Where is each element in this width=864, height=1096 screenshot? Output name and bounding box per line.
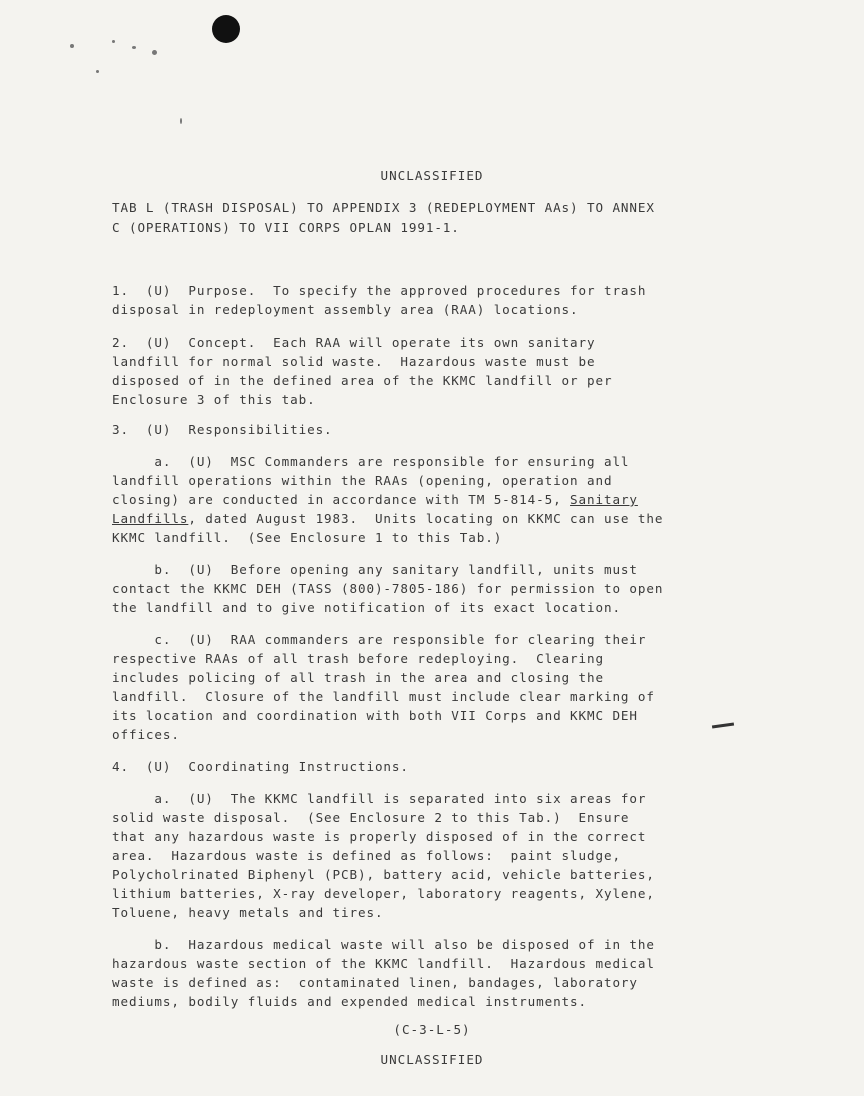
body-line	[112, 490, 638, 510]
body-line: disposal in redeployment assembly area (RAA) locations.	[112, 302, 579, 317]
title-line-1: TAB L (TRASH DISPOSAL) TO APPENDIX 3 (REDEPLOYMENT AAs) TO ANNEX	[112, 200, 655, 215]
body-line: contact the KKMC DEH (TASS (800)-7805-186) for permission to open	[112, 581, 664, 596]
ink-blot	[212, 15, 240, 43]
scan-speck	[132, 46, 136, 49]
body-line: a. (U) MSC Commanders are responsible for ensuring all	[112, 454, 630, 469]
body-line: landfill for normal solid waste. Hazardous waste must be	[112, 354, 596, 369]
body-line: hazardous waste section of the KKMC landfill. Hazardous medical	[112, 956, 655, 971]
body-line: includes policing of all trash in the area and closing the	[112, 670, 604, 685]
body-line: offices.	[112, 727, 180, 742]
body-line: disposed of in the defined area of the KKMC landfill or per	[112, 373, 613, 388]
body-line: Polycholrinated Biphenyl (PCB), battery acid, vehicle batteries,	[112, 867, 655, 882]
scan-speck	[180, 118, 182, 124]
body-line: 1. (U) Purpose. To specify the approved procedures for trash	[112, 283, 647, 298]
body-line: 2. (U) Concept. Each RAA will operate its own sanitary	[112, 335, 596, 350]
body-text: closing) are conducted in accordance with TM 5-814-5,	[112, 492, 571, 507]
body-line: mediums, bodily fluids and expended medical instruments.	[112, 994, 587, 1009]
body-line: landfill. Closure of the landfill must include clear marking of	[112, 689, 655, 704]
body-line: c. (U) RAA commanders are responsible for clearing their	[112, 632, 647, 647]
body-line: that any hazardous waste is properly disposed of in the correct	[112, 829, 647, 844]
header-classification: UNCLASSIFIED	[380, 168, 484, 183]
body-line: Enclosure 3 of this tab.	[112, 392, 316, 407]
body-line: lithium batteries, X-ray developer, laboratory reagents, Xylene,	[112, 886, 655, 901]
body-line: its location and coordination with both VII Corps and KKMC DEH	[112, 708, 638, 723]
scan-speck	[112, 40, 115, 43]
body-line: area. Hazardous waste is defined as follows: paint sludge,	[112, 848, 621, 863]
body-line: the landfill and to give notification of its exact location.	[112, 600, 621, 615]
scan-speck	[96, 70, 99, 73]
body-line: landfill operations within the RAAs (opening, operation and	[112, 473, 613, 488]
body-line: solid waste disposal. (See Enclosure 2 to this Tab.) Ensure	[112, 810, 630, 825]
body-line: KKMC landfill. (See Enclosure 1 to this Tab.)	[112, 530, 503, 545]
page-number: (C-3-L-5)	[393, 1022, 471, 1037]
body-line: a. (U) The KKMC landfill is separated into six areas for	[112, 791, 647, 806]
scan-speck	[70, 44, 74, 48]
pen-mark	[712, 722, 734, 728]
body-line: Toluene, heavy metals and tires.	[112, 905, 384, 920]
body-text: , dated August 1983. Units locating on KKMC can use the	[188, 511, 664, 526]
scan-speck	[152, 50, 157, 55]
section-heading: 4. (U) Coordinating Instructions.	[112, 759, 409, 774]
body-line: waste is defined as: contaminated linen, bandages, laboratory	[112, 975, 638, 990]
body-line	[112, 509, 663, 529]
manual-title: Sanitary	[570, 492, 638, 507]
body-line: b. Hazardous medical waste will also be disposed of in the	[112, 937, 655, 952]
footer-classification: UNCLASSIFIED	[380, 1052, 484, 1067]
manual-title: Landfills	[112, 511, 189, 526]
title-line-2: C (OPERATIONS) TO VII CORPS OPLAN 1991-1.	[112, 220, 460, 235]
body-line: b. (U) Before opening any sanitary landfill, units must	[112, 562, 638, 577]
body-line: respective RAAs of all trash before redeploying. Clearing	[112, 651, 604, 666]
section-heading: 3. (U) Responsibilities.	[112, 422, 333, 437]
